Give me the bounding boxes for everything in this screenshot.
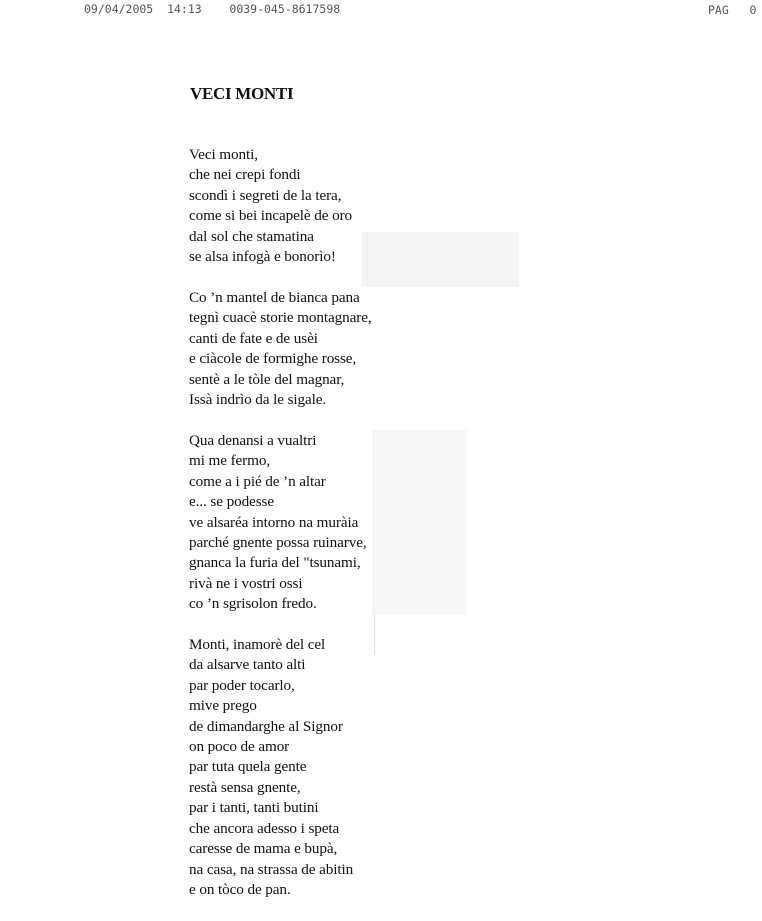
poem-line: che nei crepi fondi <box>189 166 301 184</box>
poem-line: Monti, inamorè del cel <box>189 636 326 654</box>
stanza <box>189 145 549 267</box>
poem-line: sentè a le tòle del magnar, <box>189 370 345 388</box>
stanza <box>189 635 549 900</box>
poem-line: par i tanti, tanti butini <box>189 799 319 817</box>
poem-line: co ’n sgrisolon fredo. <box>189 595 317 613</box>
poem-line: par poder tocarlo, <box>189 676 295 694</box>
fax-transmission-info: 09/04/2005 14:13 0039-045-8617598 <box>84 2 341 16</box>
poem-title: VECI MONTI <box>190 84 294 103</box>
poem-line: canti de fate e de usèi <box>189 329 318 347</box>
poem-line: parché gnente possa ruinarve, <box>189 533 367 551</box>
poem-line: rivà ne i vostri ossi <box>189 574 303 592</box>
poem-line: come a i pié de ’n altar <box>189 472 326 490</box>
poem-line: gnanca la furia del "tsunami, <box>189 554 361 572</box>
fax-header <box>0 0 762 20</box>
poem-line: na casa, na strassa de abitin <box>189 860 354 878</box>
poem-line: Qua denansi a vualtri <box>189 431 317 449</box>
poem-line: dal sol che stamatina <box>189 227 314 245</box>
poem-line: mi me fermo, <box>189 452 271 470</box>
poem-line: caresse de mama e bupà, <box>189 840 338 858</box>
poem-line: Co ’n mantel de bianca pana <box>189 288 360 306</box>
poem-line: che ancora adesso i speta <box>189 819 340 837</box>
poem-line: scondì i segreti de la tera, <box>189 186 342 204</box>
poem-line: se alsa infogà e bonorìo! <box>189 248 336 266</box>
poem-line: Issà indrìo da le sigale. <box>189 390 327 408</box>
poem-line: on poco de amor <box>189 738 290 756</box>
poem-line: ve alsaréa intorno na muràia <box>189 513 359 531</box>
poem-line: e ciàcole de formighe rosse, <box>189 350 357 368</box>
poem-line: par tuta quela gente <box>189 758 307 776</box>
stanza <box>189 431 549 615</box>
poem-line: de dimandarghe al Signor <box>189 717 343 735</box>
poem-body <box>189 145 549 921</box>
poem-line: Veci monti, <box>189 146 258 163</box>
poem-line: e on tòco de pan. <box>189 880 291 898</box>
poem-line: mive prego <box>189 697 257 715</box>
fax-page-label: PAG 0 <box>708 3 757 17</box>
poem-line: e... se podesse <box>189 493 274 511</box>
poem-line: tegnì cuacè storie montagnare, <box>189 309 372 327</box>
poem-line: restà sensa gnente, <box>189 778 301 796</box>
stanza <box>189 288 549 410</box>
poem-line: come si bei incapelè de oro <box>189 207 353 225</box>
poem-line: da alsarve tanto alti <box>189 656 306 674</box>
